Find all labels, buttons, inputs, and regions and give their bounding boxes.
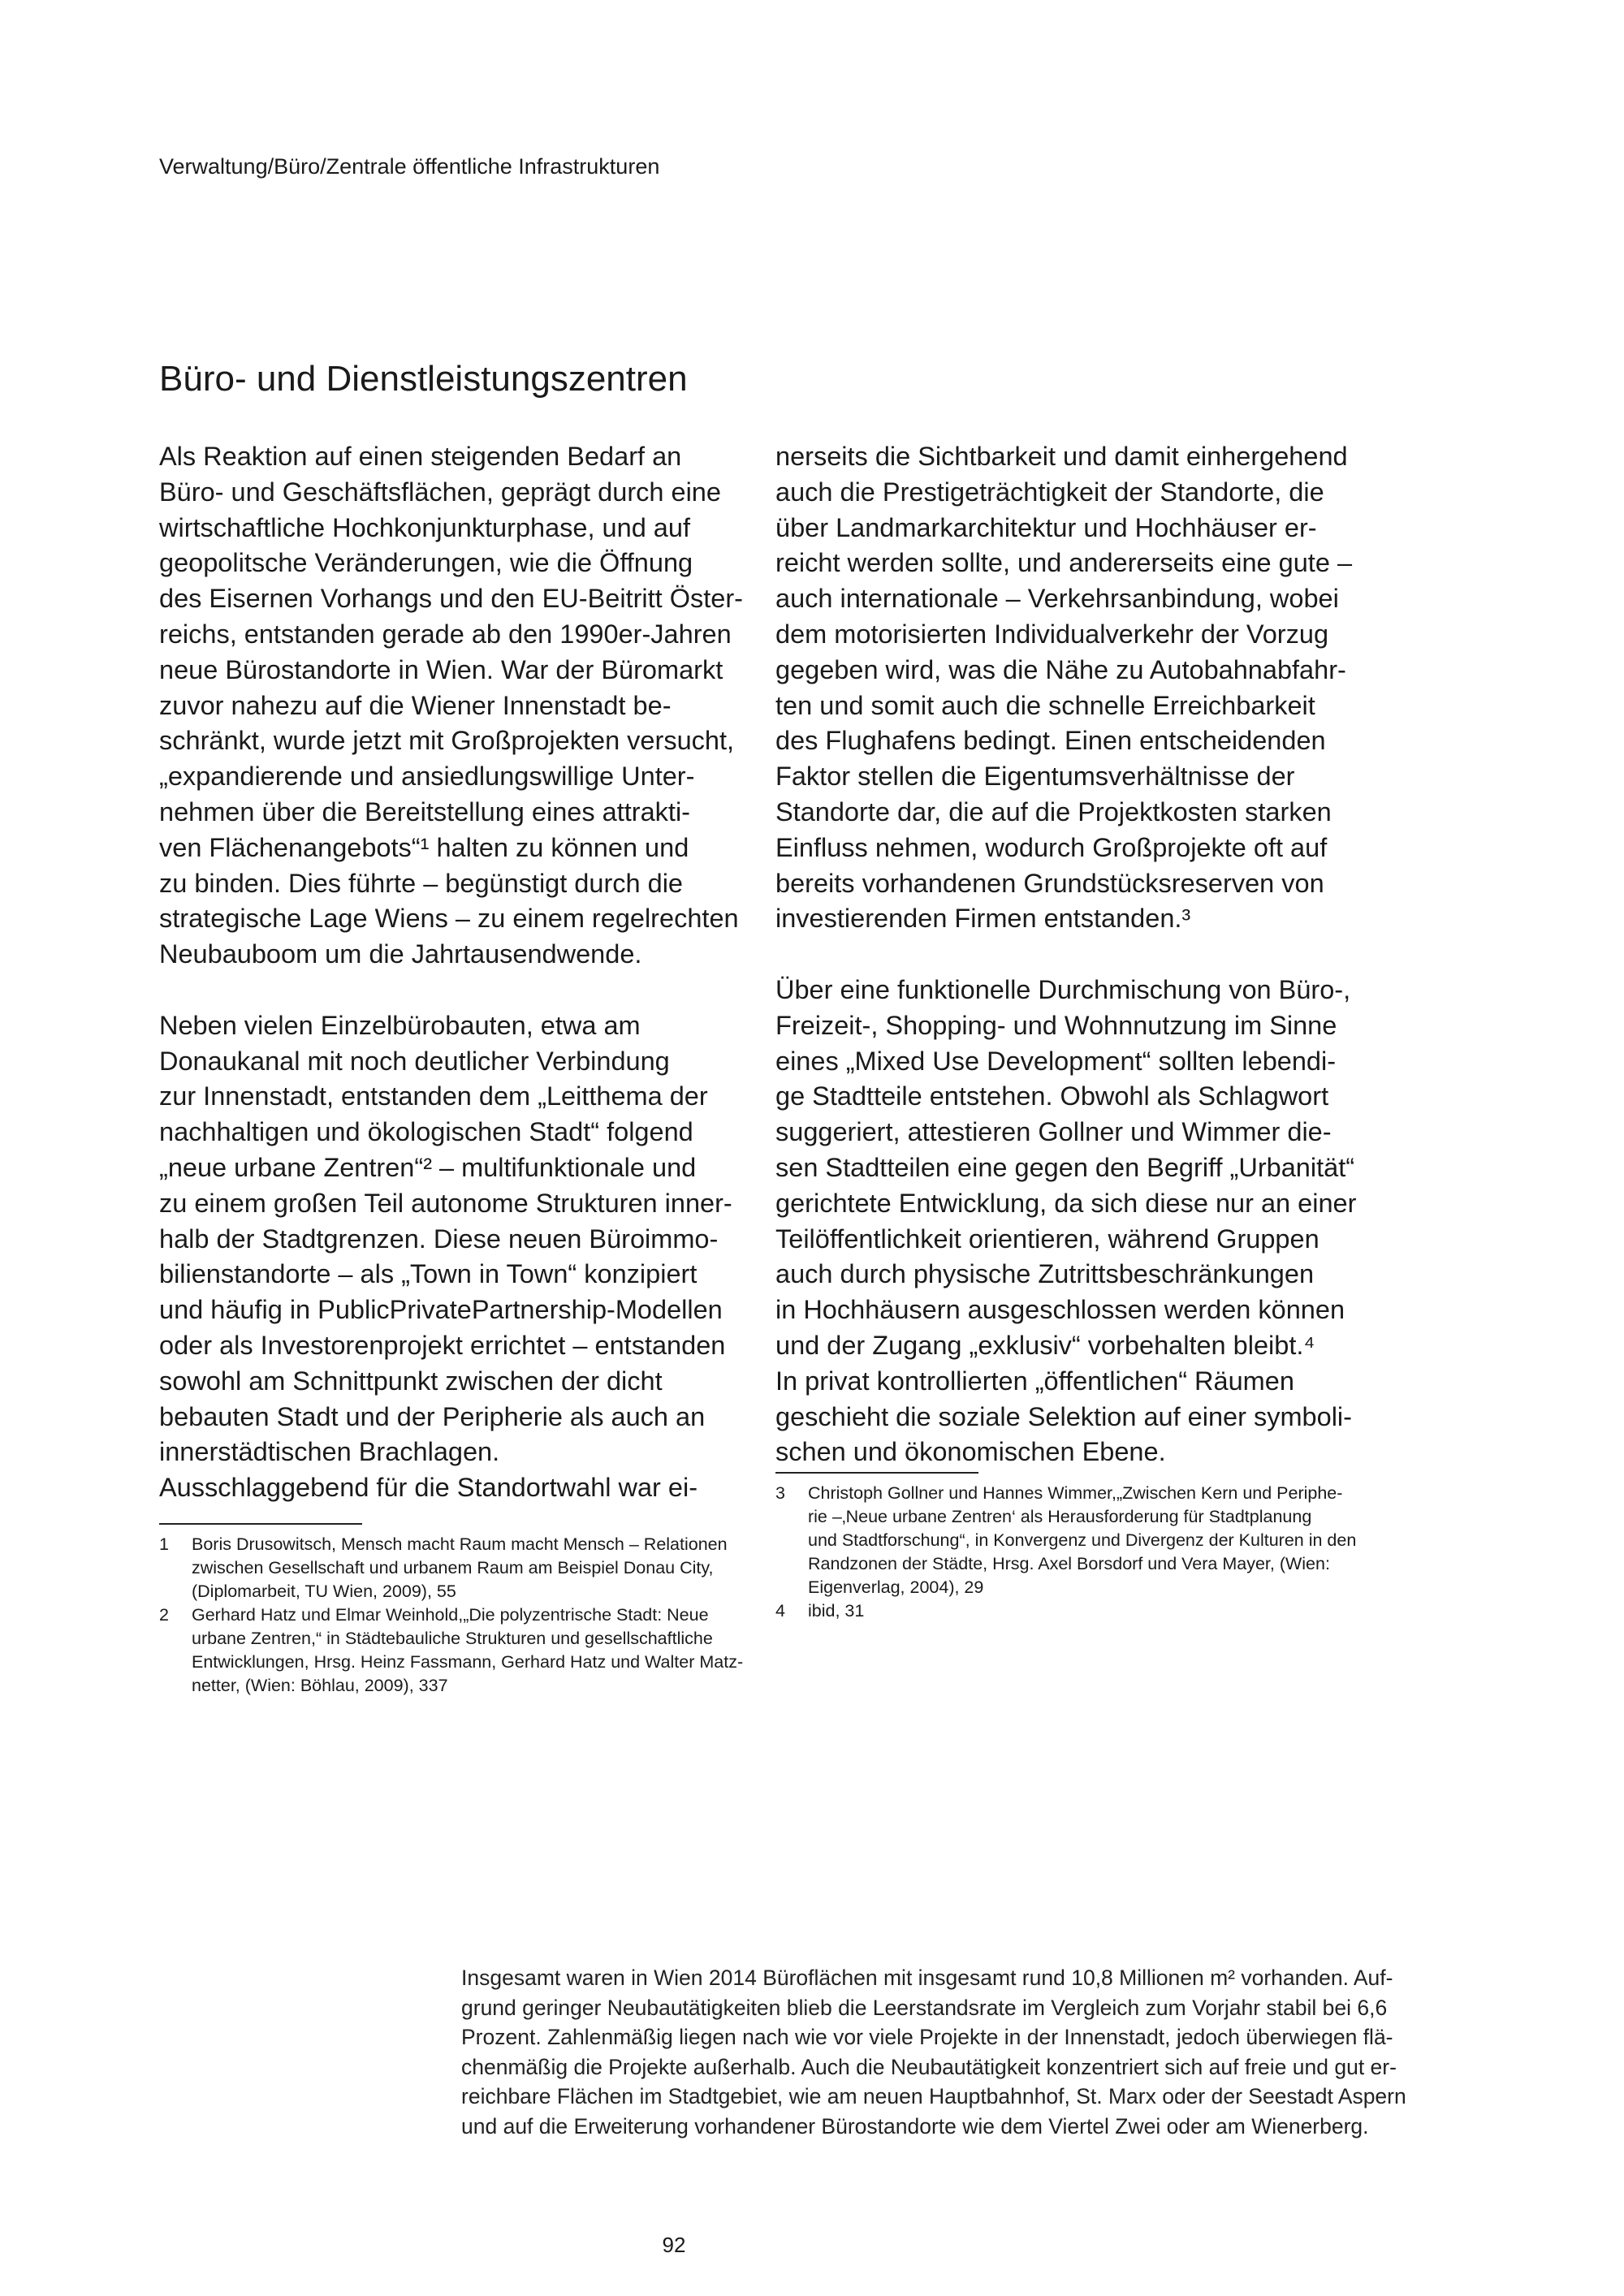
text-line: „expandierende und ansiedlungswillige Unter- <box>159 762 695 792</box>
footnote-line: (Diplomarbeit, TU Wien, 2009), 55 <box>192 1582 456 1601</box>
footnote-line: Christoph Gollner und Hannes Wimmer,„Zwischen Kern und Periphe- <box>808 1483 1343 1503</box>
text-line: schen und ökonomischen Ebene. <box>775 1437 1166 1467</box>
text-line: auch die Prestigeträchtigkeit der Standorte, die <box>775 477 1324 507</box>
text-line: investierenden Firmen entstanden.³ <box>775 904 1191 934</box>
footnote-number: 1 <box>159 1534 169 1554</box>
text-line: Büro- und Geschäftsflächen, geprägt durch eine <box>159 477 721 507</box>
text-line: chenmäßig die Projekte außerhalb. Auch die Neubautätigkeit konzentriert sich auf freie und gut er- <box>461 2054 1397 2079</box>
footnote <box>775 1482 1356 1599</box>
footnote-line: Boris Drusowitsch, Mensch macht Raum macht Mensch – Relationen <box>192 1534 728 1554</box>
footnote <box>159 1603 743 1698</box>
text-line: nehmen über die Bereitstellung eines attrakti- <box>159 796 690 826</box>
text-line: ten und somit auch die schnelle Erreichbarkeit <box>775 690 1315 720</box>
section-heading: Büro- und Dienstleistungszentren <box>159 359 688 399</box>
text-line: Faktor stellen die Eigentumsverhältnisse der <box>775 762 1295 792</box>
footnote-line: und Stadtforschung“, in Konvergenz und Divergenz der Kulturen in den <box>808 1530 1357 1550</box>
text-line: „neue urbane Zentren“² – multifunktionale und <box>159 1152 697 1182</box>
text-line: halb der Stadtgrenzen. Diese neuen Büroimmo- <box>159 1224 719 1254</box>
text-line: und häufig in PublicPrivatePartnership-Modellen <box>159 1295 723 1325</box>
text-line: reicht werden sollte, und andererseits eine gute – <box>775 548 1353 578</box>
text-line: Standorte dar, die auf die Projektkosten starken <box>775 796 1332 826</box>
text-line: über Landmarkarchitektur und Hochhäuser er- <box>775 512 1317 542</box>
text-line: Neubauboom um die Jahrtausendwende. <box>159 939 642 969</box>
footnote-rule <box>775 1472 978 1474</box>
text-line: und auf die Erweiterung vorhandener Bürostandorte wie dem Viertel Zwei oder am Wienerberg. <box>461 2113 1369 2138</box>
text-line: oder als Investorenprojekt errichtet – entstanden <box>159 1330 726 1360</box>
text-line: suggeriert, attestieren Gollner und Wimmer die- <box>775 1117 1332 1147</box>
right-column <box>775 439 1356 1470</box>
text-line: reichs, entstanden gerade ab den 1990er-Jahren <box>159 619 732 649</box>
text-line: nachhaltigen und ökologischen Stadt“ folgend <box>159 1117 693 1147</box>
footnote-rule <box>159 1523 362 1525</box>
text-line: bilienstandorte – als „Town in Town“ konzipiert <box>159 1259 698 1289</box>
paragraph-gap <box>775 937 1356 973</box>
text-line: neue Bürostandorte in Wien. War der Büromarkt <box>159 654 723 684</box>
text-line: ge Stadtteile entstehen. Obwohl als Schlagwort <box>775 1081 1329 1111</box>
text-line: und der Zugang „exklusiv“ vorbehalten bleibt.⁴ <box>775 1330 1315 1360</box>
text-line: strategische Lage Wiens – zu einem regelrechten <box>159 904 739 934</box>
footnote-line: Entwicklungen, Hrsg. Heinz Fassmann, Gerhard Hatz und Walter Matz- <box>192 1652 744 1672</box>
footnote-line: urbane Zentren,“ in Städtebauliche Strukturen und gesellschaftliche <box>192 1629 713 1648</box>
text-line: In privat kontrollierten „öffentlichen“ Räumen <box>775 1366 1294 1396</box>
text-line: Als Reaktion auf einen steigenden Bedarf an <box>159 442 682 471</box>
footnote-line: Gerhard Hatz und Elmar Weinhold,„Die polyzentrische Stadt: Neue <box>192 1605 709 1625</box>
text-line: schränkt, wurde jetzt mit Großprojekten versucht, <box>159 726 735 756</box>
text-line: gerichtete Entwicklung, da sich diese nur an einer <box>775 1188 1357 1218</box>
footnote-line: zwischen Gesellschaft und urbanem Raum am Beispiel Donau City, <box>192 1558 714 1577</box>
text-line: zu einem großen Teil autonome Strukturen inner- <box>159 1188 732 1218</box>
text-line: eines „Mixed Use Development“ sollten lebendi- <box>775 1046 1337 1076</box>
page-number: 92 <box>662 2233 686 2257</box>
footnote-number: 4 <box>775 1601 785 1621</box>
paragraph-gap <box>159 973 743 1008</box>
text-line: sowohl am Schnittpunkt zwischen der dicht <box>159 1366 663 1396</box>
text-line: auch internationale – Verkehrsanbindung, wobei <box>775 584 1339 614</box>
text-line: ven Flächenangebots“¹ halten zu können und <box>159 832 689 862</box>
text-line: Insgesamt waren in Wien 2014 Büroflächen mit insgesamt rund 10,8 Millionen m² vorhanden. Auf- <box>461 1966 1393 1990</box>
text-line: Ausschlaggebend für die Standortwahl war ei- <box>159 1473 698 1503</box>
text-line: Einfluss nehmen, wodurch Großprojekte oft auf <box>775 832 1328 862</box>
text-line: Freizeit-, Shopping- und Wohnnutzung im Sinne <box>775 1010 1337 1040</box>
summary-paragraph <box>461 1963 1406 2141</box>
text-line: reichbare Flächen im Stadtgebiet, wie am neuen Hauptbahnhof, St. Marx oder der Seestadt Aspern <box>461 2084 1406 2108</box>
text-line: wirtschaftliche Hochkonjunkturphase, und auf <box>159 512 690 542</box>
footnote <box>159 1533 743 1603</box>
text-line: auch durch physische Zutrittsbeschränkungen <box>775 1259 1315 1289</box>
left-column <box>159 439 743 1506</box>
footnote-line: Randzonen der Städte, Hrsg. Axel Borsdorf und Vera Mayer, (Wien: <box>808 1554 1330 1573</box>
footnote-line: Eigenverlag, 2004), 29 <box>808 1577 984 1597</box>
text-line: des Flughafens bedingt. Einen entscheidenden <box>775 726 1326 756</box>
footnote-number: 2 <box>159 1605 169 1625</box>
text-line: Teilöffentlichkeit orientieren, während Gruppen <box>775 1224 1320 1254</box>
text-line: Prozent. Zahlenmäßig liegen nach wie vor viele Projekte in der Innenstadt, jedoch überwiegen flä- <box>461 2025 1393 2049</box>
text-line: zur Innenstadt, entstanden dem „Leitthema der <box>159 1081 708 1111</box>
footnotes-right <box>775 1472 1356 1623</box>
text-line: zu binden. Dies führte – begünstigt durch die <box>159 868 684 898</box>
text-line: in Hochhäusern ausgeschlossen werden können <box>775 1295 1345 1325</box>
footnote-number: 3 <box>775 1483 785 1503</box>
text-line: des Eisernen Vorhangs und den EU-Beitritt Öster- <box>159 584 743 614</box>
running-header: Verwaltung/Büro/Zentrale öffentliche Infrastrukturen <box>159 154 660 179</box>
text-line: geopolitsche Veränderungen, wie die Öffnung <box>159 548 693 578</box>
text-line: zuvor nahezu auf die Wiener Innenstadt be- <box>159 690 672 720</box>
footnote-line: rie –‚Neue urbane Zentren‘ als Herausforderung für Stadtplanung <box>808 1507 1312 1526</box>
text-line: dem motorisierten Individualverkehr der Vorzug <box>775 619 1329 649</box>
text-line: geschieht die soziale Selektion auf einer symboli- <box>775 1401 1352 1431</box>
text-line: Neben vielen Einzelbürobauten, etwa am <box>159 1010 641 1040</box>
footnote-line: netter, (Wien: Böhlau, 2009), 337 <box>192 1676 448 1695</box>
footnote <box>775 1599 1356 1623</box>
text-line: Über eine funktionelle Durchmischung von Büro-, <box>775 974 1351 1004</box>
text-line: Donaukanal mit noch deutlicher Verbindung <box>159 1046 670 1076</box>
footnote-line: ibid, 31 <box>808 1601 865 1621</box>
text-line: grund geringer Neubautätigkeiten blieb die Leerstandsrate im Vergleich zum Vorjahr stabil bei 6,6 <box>461 1995 1388 2020</box>
text-line: sen Stadtteilen eine gegen den Begriff „Urbanität“ <box>775 1152 1355 1182</box>
text-line: bereits vorhandenen Grundstücksreserven von <box>775 868 1324 898</box>
text-line: nerseits die Sichtbarkeit und damit einhergehend <box>775 442 1348 471</box>
text-line: innerstädtischen Brachlagen. <box>159 1437 500 1467</box>
text-line: gegeben wird, was die Nähe zu Autobahnabfahr- <box>775 654 1346 684</box>
text-line: bebauten Stadt und der Peripherie als auch an <box>159 1401 706 1431</box>
footnotes-left <box>159 1523 743 1698</box>
